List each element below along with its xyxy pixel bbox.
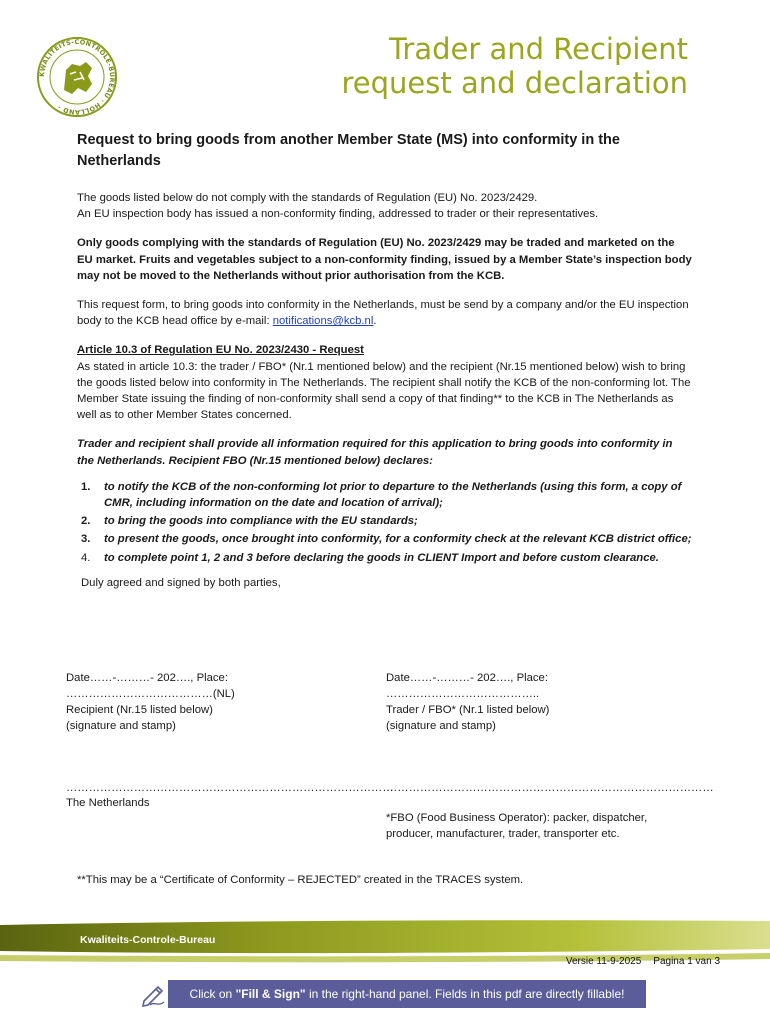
list-item <box>77 550 692 566</box>
kcb-logo <box>36 36 118 118</box>
item-number: 1. <box>81 480 91 493</box>
pen-icon <box>140 983 166 1007</box>
recipient-role-label: Recipient (Nr.15 listed below) <box>66 704 213 716</box>
fbo-note-line-2: producer, manufacturer, trader, transporter etc. <box>386 828 620 840</box>
item-number: 3. <box>81 533 91 546</box>
email-link[interactable]: notifications@kcb.nl <box>272 315 374 328</box>
title-line-2: request and declaration <box>341 66 688 100</box>
recipient-signature-hint: (signature and stamp) <box>66 720 176 732</box>
list-item <box>77 479 692 511</box>
compliance-paragraph: Only goods complying with the standards of Regulation (EU) No. 2023/2429 may be traded and marketed on the EU market. Fruits and vegetables subject to a non-conformity finding, issued by a Member State’s inspection body may not be moved to the Netherlands without prior authorisation from the KCB. <box>77 237 692 282</box>
banner-emphasis: "Fill & Sign" <box>235 987 306 1001</box>
item-text: to bring the goods into compliance with the EU standards; <box>104 515 418 528</box>
recipient-date-place-field[interactable]: Date……-………- 202…., Place: …………………………………(NL) <box>66 672 235 700</box>
submission-end: . <box>373 315 377 328</box>
recipient-role <box>66 702 376 734</box>
article-text: As stated in article 10.3: the trader / FBO* (Nr.1 mentioned below) and the recipient (Nr.15 mentioned below) wish to bring the goods listed below into conformity in The Netherlands. The recipient shall notify the KCB of the non-conforming lot. The Member State issuing the finding of non-conformity shall send a copy of that finding** to the KCB in The Netherlands as well as to other Member States concerned. <box>77 360 691 422</box>
intro-line-1: The goods listed below do not comply with the standards of Regulation (EU) No. 2023/2429. <box>77 192 538 204</box>
agreement-statement: Duly agreed and signed by both parties, <box>81 576 281 589</box>
footer-band-label: Kwaliteits-Controle-Bureau <box>80 934 216 946</box>
list-item <box>77 531 692 547</box>
fbo-definition-note <box>386 810 696 842</box>
version-info <box>554 956 720 967</box>
title-line-1: Trader and Recipient <box>388 32 688 66</box>
item-text: to complete point 1, 2 and 3 before declaring the goods in CLIENT Import and before custom clearance. <box>104 551 659 564</box>
item-number: 4. <box>81 551 91 564</box>
item-text: to notify the KCB of the non-conforming lot prior to departure to the Netherlands (using this form, a copy of CMR, including information on the date and location of arrival); <box>104 480 682 510</box>
recipient-signature-line[interactable]: …………………………………………………………………………… <box>66 782 394 794</box>
item-text: to present the goods, once brought into conformity, for a conformity check at the relevant KCB district office; <box>104 533 692 546</box>
document-body <box>77 130 692 591</box>
fbo-note-line-1: *FBO (Food Business Operator): packer, dispatcher, <box>386 812 648 824</box>
trader-role <box>386 702 696 734</box>
page-number: Pagina 1 van 3 <box>653 956 720 967</box>
recipient-country: The Netherlands <box>66 797 150 809</box>
request-heading: Request to bring goods from another Member State (MS) into conformity in the Netherlands <box>77 132 620 169</box>
fill-sign-banner[interactable] <box>168 980 646 1008</box>
traces-footnote: **This may be a “Certificate of Conformity – REJECTED” created in the TRACES system. <box>77 874 524 886</box>
list-item <box>77 513 692 529</box>
trader-signature-hint: (signature and stamp) <box>386 720 496 732</box>
item-number: 2. <box>81 515 91 528</box>
svg-text:KWALITEITS-CONTROLE-BUREAU · H: KWALITEITS-CONTROLE-BUREAU · HOLLAND · <box>37 37 117 117</box>
trader-role-label: Trader / FBO* (Nr.1 listed below) <box>386 704 550 716</box>
article-heading: Article 10.3 of Regulation EU No. 2023/2430 - Request <box>77 344 364 357</box>
intro-line-2: An EU inspection body has issued a non-conformity finding, addressed to trader or their representatives. <box>77 208 599 221</box>
trader-date-place-field[interactable]: Date……-………- 202…., Place: ………………………………….. <box>386 672 548 700</box>
version-label: Versie 11-9-2025 <box>565 956 642 967</box>
trader-signature-line[interactable]: …………………………………………………………………………… <box>386 782 714 794</box>
submission-text: This request form, to bring goods into conformity in the Netherlands, must be send by a company and/or the EU inspection body to the KCB head office by e-mail: <box>77 299 689 328</box>
document-title <box>342 32 689 100</box>
submission-paragraph <box>77 297 692 329</box>
banner-prefix: Click on <box>189 987 236 1001</box>
declaration-intro: Trader and recipient shall provide all information required for this application to bring goods into conformity in the Netherlands. Recipient FBO (Nr.15 mentioned below) declares: <box>77 438 673 467</box>
declaration-list <box>77 479 692 566</box>
banner-suffix: in the right-hand panel. Fields in this pdf are directly fillable! <box>305 987 625 1001</box>
